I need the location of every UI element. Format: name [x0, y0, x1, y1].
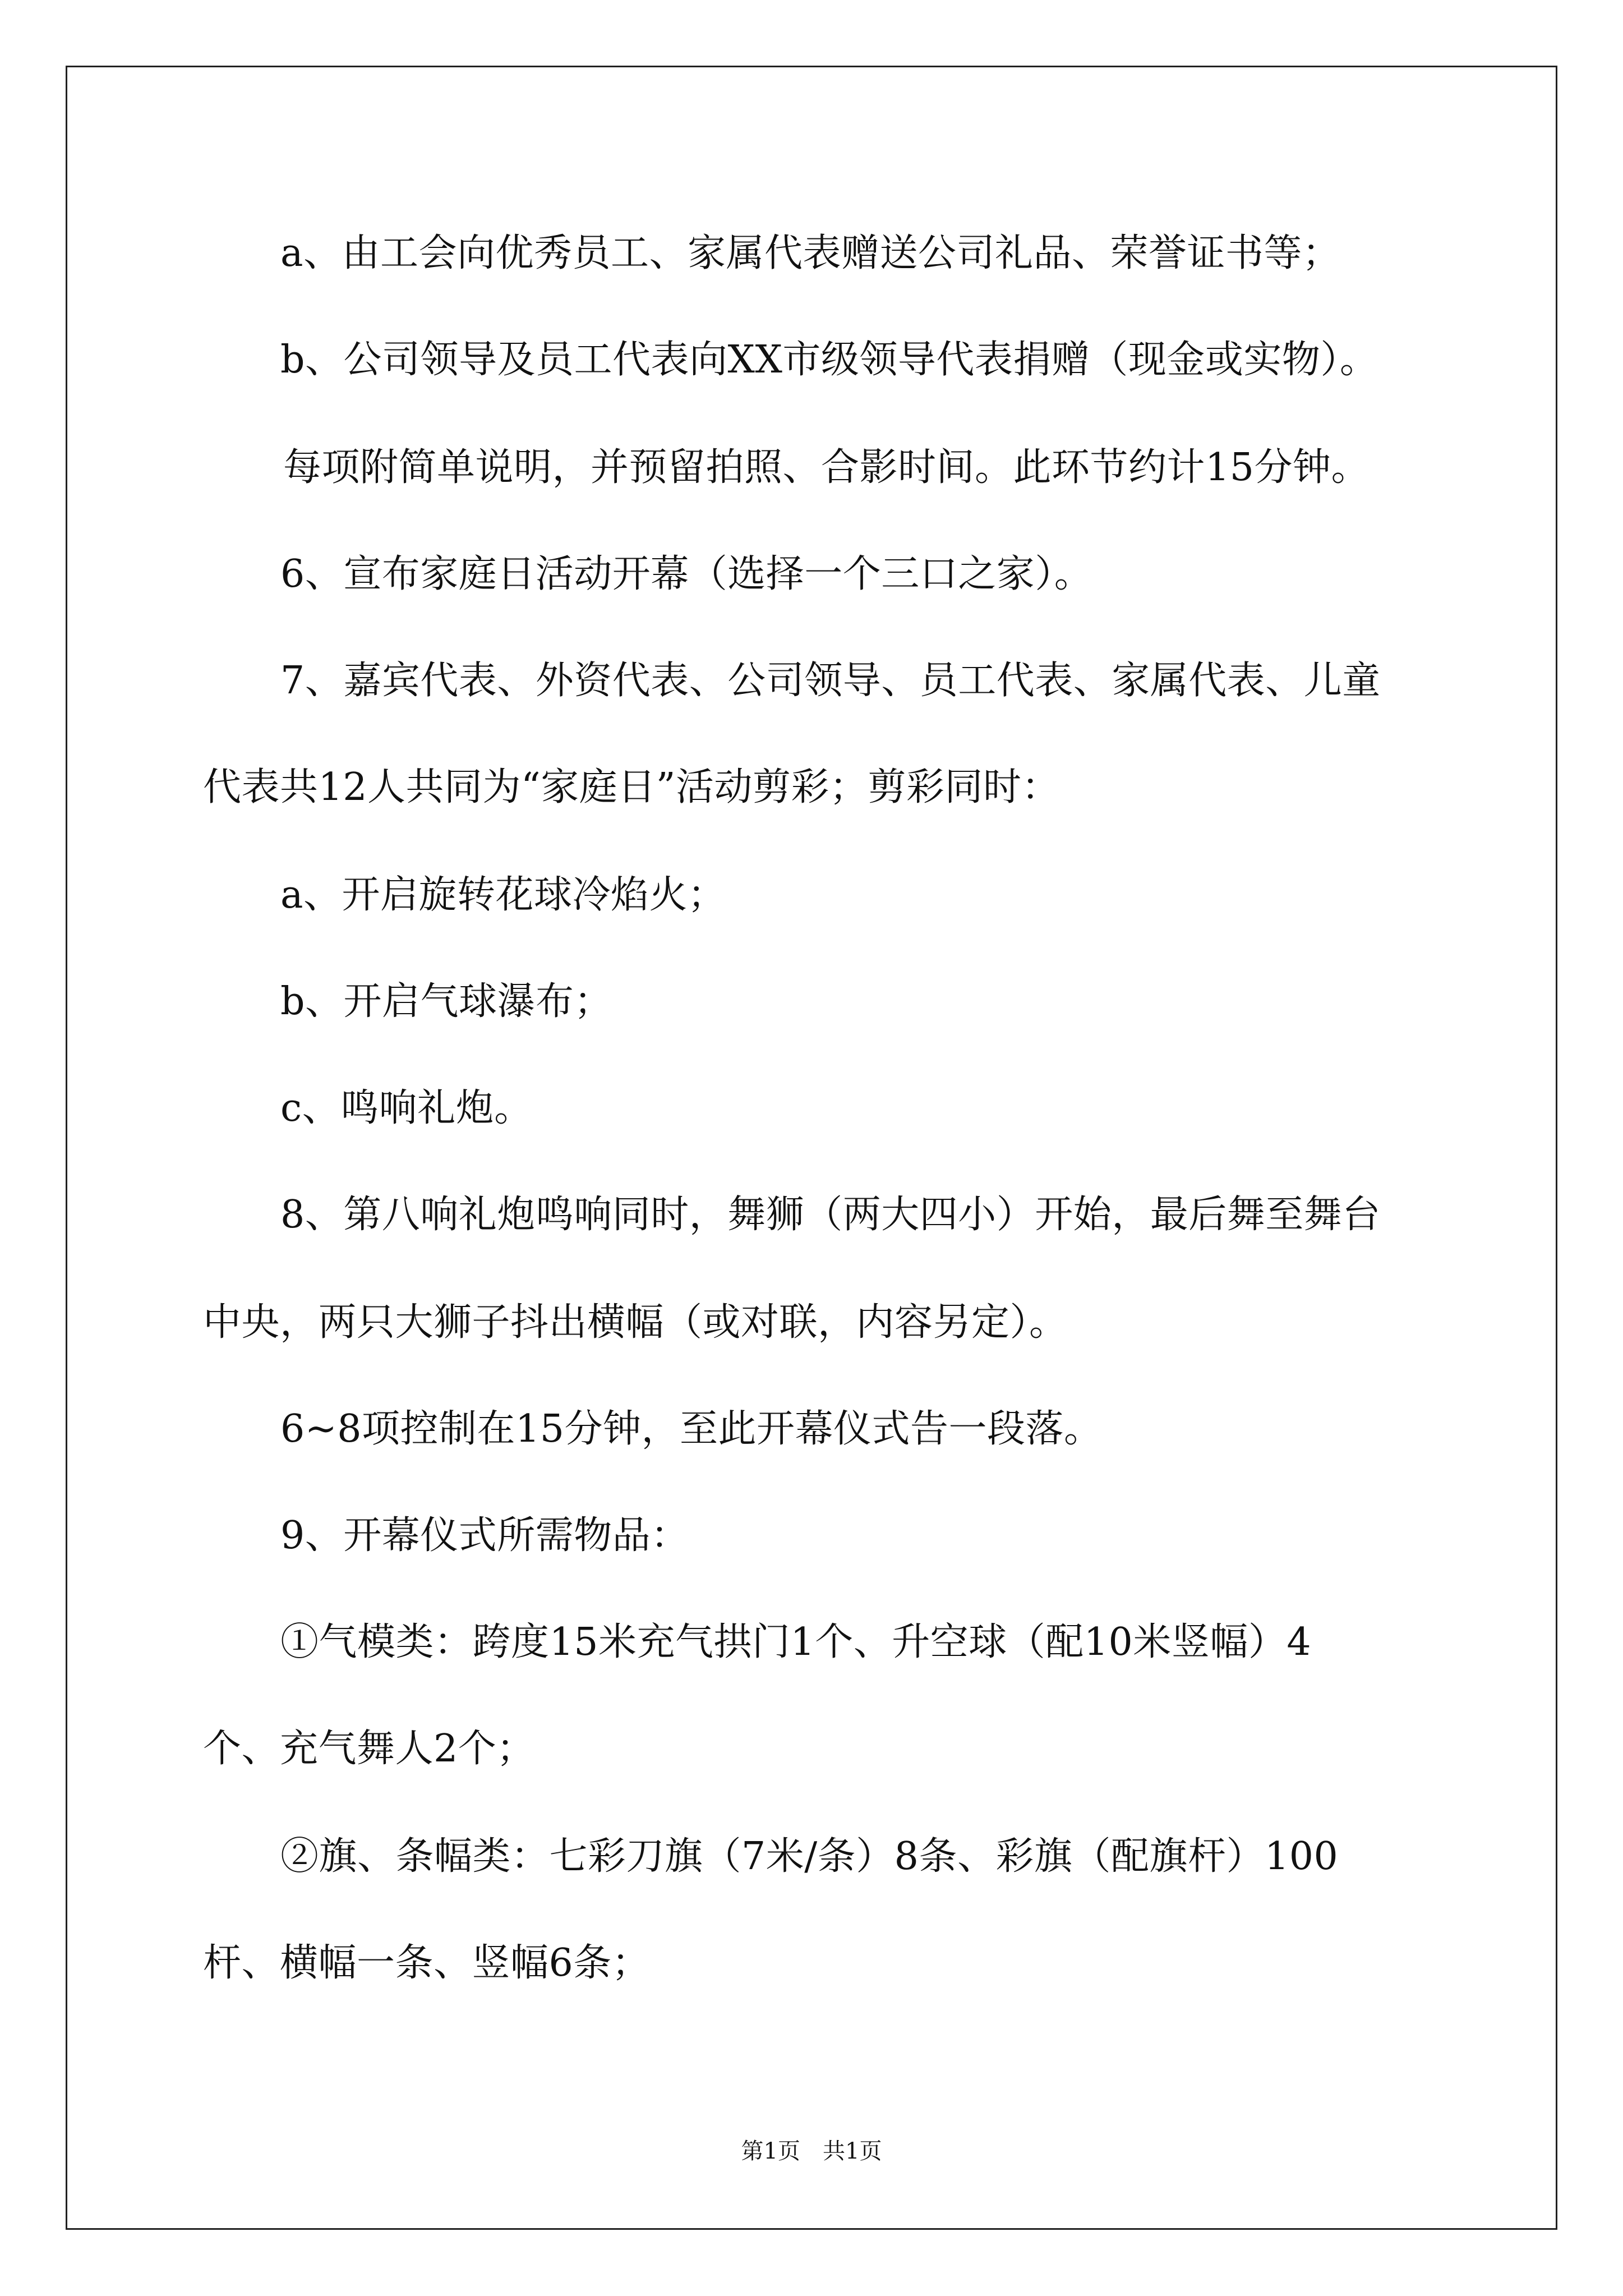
paragraph-line: a、由工会向优秀员工、家属代表赠送公司礼品、荣誉证书等； [280, 231, 1341, 275]
page-border [66, 66, 1557, 2230]
paragraph-line: 7、嘉宾代表、外资代表、公司领导、员工代表、家属代表、儿童 [280, 659, 1381, 703]
paragraph-line: 代表共12人共同为“家庭日”活动剪彩；剪彩同时： [203, 765, 1061, 809]
paragraph-line: a、开启旋转花球冷焰火； [280, 873, 726, 917]
paragraph-line: 9、开幕仪式所需物品： [280, 1513, 689, 1558]
paragraph-line: 个、充气舞人2个； [203, 1727, 535, 1771]
paragraph-line: 6、宣布家庭日活动开幕（选择一个三口之家）。 [280, 552, 1093, 596]
paragraph-line: 8、第八响礼炮鸣响同时，舞狮（两大四小）开始，最后舞至舞台 [280, 1193, 1381, 1237]
paragraph-line: 6~8项控制在15分钟，至此开幕仪式告一段落。 [280, 1407, 1103, 1451]
page-footer: 第1页 共1页 [741, 2138, 882, 2164]
paragraph-line: b、开启气球瀑布； [280, 979, 613, 1024]
paragraph-line: c、鸣响礼炮。 [280, 1086, 533, 1130]
paragraph-line: 中央，两只大狮子抖出横幅（或对联，内容另定）。 [203, 1300, 1068, 1345]
paragraph-line: 杆、横幅一条、竖幅6条； [203, 1941, 651, 1985]
paragraph-line: ②旗、条幅类：七彩刀旗（7米/条）8条、彩旗（配旗杆）100 [280, 1834, 1339, 1879]
paragraph-line: b、公司领导及员工代表向XX市级领导代表捐赠（现金或实物）。 [280, 338, 1378, 382]
paragraph-line: ①气模类：跨度15米充气拱门1个、升空球（配10米竖幅）4 [280, 1620, 1312, 1664]
paragraph-line: 每项附简单说明，并预留拍照、合影时间。此环节约计15分钟。 [283, 445, 1370, 490]
